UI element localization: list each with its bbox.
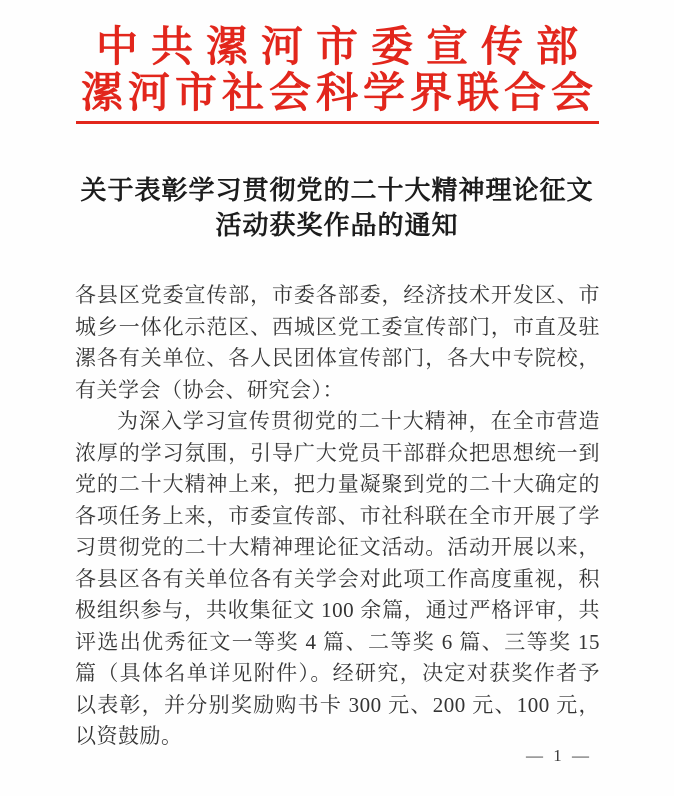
page-footer xyxy=(526,746,592,766)
org-name-line1: 中共漯河市委宣传部 xyxy=(95,25,591,71)
org-name-line2: 漯河市社会科学界联合会 xyxy=(80,71,598,117)
document-title-line1: 关于表彰学习贯彻党的二十大精神理论征文 xyxy=(80,176,594,205)
page-number: — 1 — xyxy=(526,746,592,765)
body-paragraph: 为深入学习宣传贯彻党的二十大精神，在全市营造浓厚的学习氛围，引导广大党员干部群众把思想统一到党的二十大精神上来，把力量凝聚到党的二十大确定的各项任务上来，市委宣传部、市社科联在全市开展了学习贯彻党的二十大精神理论征文活动。活动开展以来，各县区各有关单位各有关学会对此项工作高度重视，积极组织参与，共收集征文 100 余篇，通过严格评审，共评选出优秀征文一等奖 4 篇、二等奖 6 篇、三等奖 15 篇（具体名单详见附件）。经研究，决定对获奖作者予以表彰，并分别奖励购书卡 300 元、200 元、100 元，以资鼓励。 xyxy=(75,409,600,748)
document-title xyxy=(40,173,634,243)
red-divider-line xyxy=(76,121,599,124)
letterhead xyxy=(0,0,674,124)
document-body xyxy=(75,280,600,753)
document-title-line2: 活动获奖作品的通知 xyxy=(215,211,459,240)
salutation-paragraph: 各县区党委宣传部，市委各部委，经济技术开发区、市城乡一体化示范区、西城区党工委宣传部门，市直及驻漯各有关单位、各人民团体宣传部门，各大中专院校，有关学会（协会、研究会）： xyxy=(75,283,600,402)
